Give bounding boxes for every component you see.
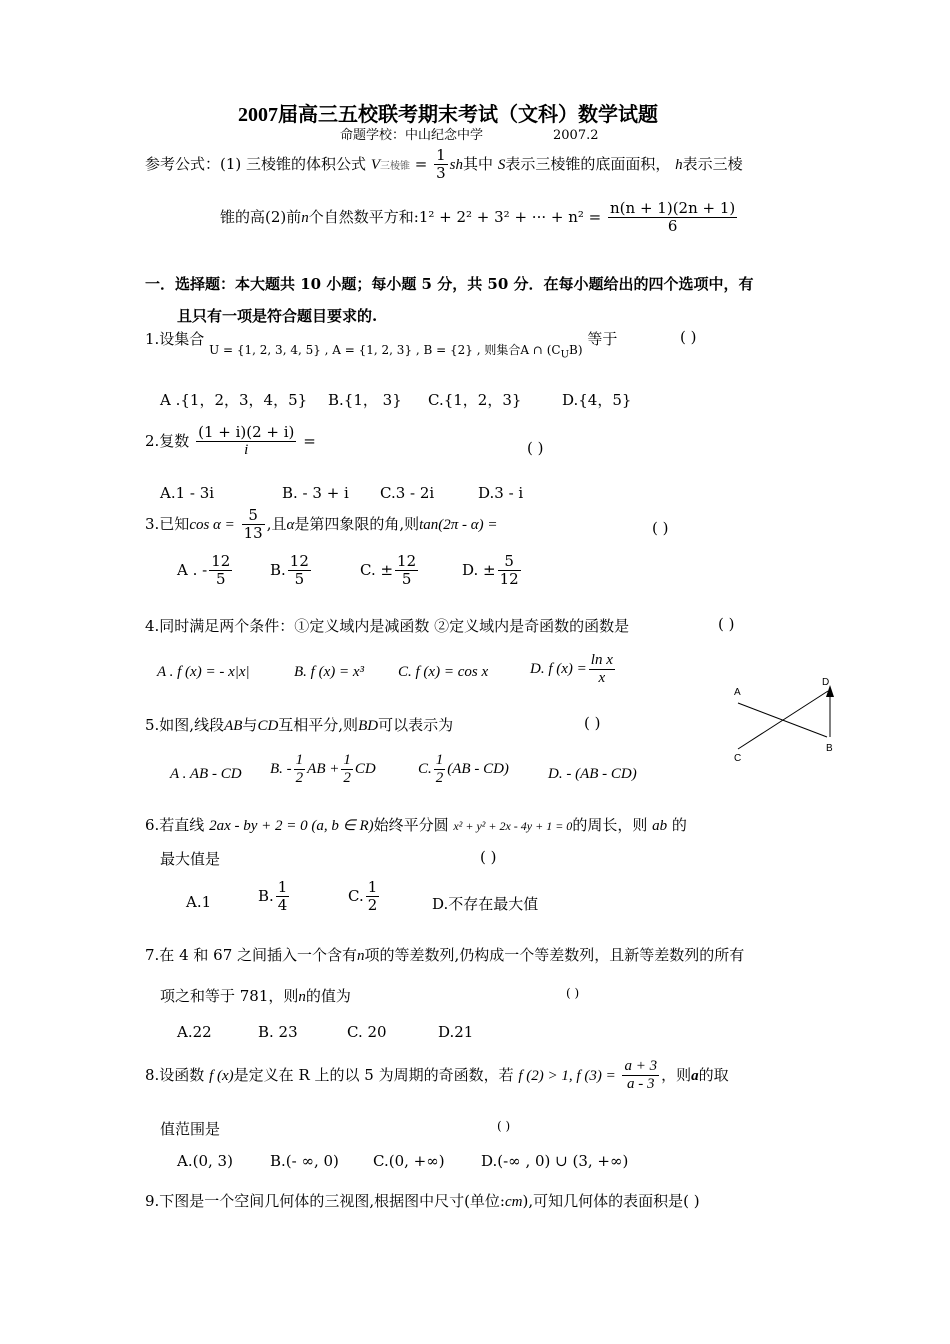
formula-line-1: 参考公式：(1) 三棱锥的体积公式 V三棱锥 = $\frac{1}{3}$ sh其中 S表示三棱锥的底面面积， h表示三棱 [145,146,743,183]
q1-set: U = {1, 2, 3, 4, 5} , A = {1, 2, 3} , B = {2} , 则集合A ∩ (CUB) [209,343,583,361]
q5-answer-paren: ( ) [584,714,601,732]
equals: = [414,154,428,173]
label-b: B [826,743,833,754]
q8-stem-line1: 8.设函数 f (x)是定义在 R 上的以 5 为周期的奇函数，若 f (2) > 1, f (3) = $\frac{a + 3}{a - 3}$ ，则a的取 [145,1058,729,1093]
q6-stem-line1: 6.若直线 2ax - by + 2 = 0 (a, b ∈ R)始终平分圆 x² + y² + 2x - 4y + 1 = 0的周长，则 ab 的 [145,816,687,834]
q4-stem: 4.同时满足两个条件：①定义域内是减函数 ②定义域内是奇函数的函数是 [145,617,630,635]
q7-option-d: D.21 [438,1023,474,1041]
segment-cd [738,691,828,749]
q7-stem-line2: 项之和等于 781，则n的值为 [160,987,351,1005]
q2-option-c: C.3 - 2i [380,484,435,502]
q4-option-a: A . f (x) = - x|x| [157,664,250,680]
q6-option-d: D.不存在最大值 [432,895,539,913]
q7-answer-paren: ( ) [566,986,580,1000]
q3-option-a: A . - $\frac{12}{5}$ [177,552,231,589]
q9-stem: 9.下图是一个空间几何体的三视图,根据图中尺寸(单位:cm),可知几何体的表面积是( ) [145,1192,700,1210]
q7-option-a: A.22 [177,1023,212,1041]
school-line [340,124,599,143]
sh: sh [449,156,464,173]
school-name: 命题学校：中山纪念中学 [340,128,484,143]
q2-answer-paren: ( ) [527,439,544,457]
q8-option-a: A.(0, 3) [177,1152,233,1170]
q5-option-b: B. - $\frac{1}{2}$ AB + $\frac{1}{2}$ CD [270,752,376,787]
sum-of-squares: 1² + 2² + 3² + ··· + n² [418,207,584,226]
q1-option-b: B.{1， 3} [328,391,402,409]
q2-option-b: B. - 3 + i [282,484,349,502]
page-title: 2007届高三五校联考期末考试（文科）数学试题 [238,104,658,126]
q3-option-d: D. ± $\frac{5}{12}$ [462,552,519,589]
q1-answer-paren: ( ) [680,328,697,346]
q4-option-c: C. f (x) = cos x [398,664,489,680]
one-third: $\frac{1}{3}$ [436,146,446,183]
q3-option-b: B. $\frac{12}{5}$ [270,552,309,589]
section-heading-line2: 且只有一项是符合题目要求的. [177,307,378,325]
q2-stem: 2.复数 $\frac{(1 + i)(2 + i)}{i}$ = [145,423,316,459]
q7-stem-line1: 7.在 4 和 67 之间插入一个含有n项的等差数列,仍构成一个等差数列，且新等差数列的所有 [145,946,745,964]
formula-prefix: 参考公式：(1) 三棱锥的体积公式 [145,154,367,173]
q8-option-c: C.(0, +∞) [373,1152,445,1170]
q5-option-d: D. - (AB - CD) [548,766,637,782]
label-a: A [734,687,741,698]
q2-option-d: D.3 - i [478,484,524,502]
label-c: C [734,753,742,764]
q5-option-a: A . AB - CD [170,766,242,782]
q1-option-d: D.{4，5} [562,391,632,409]
q6-option-b: B. $\frac{1}{4}$ [258,878,288,915]
volume-symbol: V [370,156,380,173]
sum-fraction: $\frac{n(n + 1)(2n + 1)}{6}$ [610,199,736,236]
q6-stem-line2: 最大值是 [160,850,221,868]
q6-option-a: A.1 [186,893,212,911]
q1-option-a: A .{1，2，3，4，5} [160,391,308,409]
q6-answer-paren: ( ) [480,848,497,866]
q2-option-a: A.1 - 3i [160,484,215,502]
q8-stem-line2: 值范围是 [160,1120,221,1138]
q7-option-c: C. 20 [347,1023,387,1041]
q3-answer-paren: ( ) [652,519,669,537]
label-d: D [822,677,830,688]
q3-stem: 3.已知cos α = $\frac{5}{13}$ ,且α是第四象限的角,则tan(2π - α) = [145,506,498,543]
exam-date: 2007.2 [553,128,599,143]
q6-option-c: C. $\frac{1}{2}$ [348,878,378,915]
q3-option-c: C. ± $\frac{12}{5}$ [360,552,417,589]
q4-option-b: B. f (x) = x³ [294,664,365,680]
q1-stem: 1.设集合 $_{U = \{1, 2, 3, 4, 5\} , A = \{1, 2, 3\} , B = \{2\} , 则集合A \cap (C_UB)}$ 等于 [145,330,618,361]
q1-option-c: C.{1，2，3} [428,391,522,409]
q4-option-d: D. f (x) = $\frac{\text{ln x}}{x}$ [530,652,613,687]
formula-line-2: 锥的高(2)前n个自然数平方和:1² + 2² + 3² + ··· + n² = $\frac{n(n + 1)(2n + 1)}{6}$ [220,199,736,236]
q5-stem: 5.如图,线段AB与CD互相平分,则BD可以表示为 [145,716,454,734]
q5-option-c: C. $\frac{1}{2}$ (AB - CD) [418,752,509,787]
q4-answer-paren: ( ) [718,615,735,633]
q5-figure [730,673,840,765]
q8-answer-paren: ( ) [497,1119,511,1133]
q8-option-d: D.(-∞ , 0) ∪ (3, +∞) [481,1152,629,1170]
q7-option-b: B. 23 [258,1023,298,1041]
volume-subscript: 三棱锥 [379,160,410,172]
q8-option-b: B.(- ∞, 0) [270,1152,339,1170]
section-heading-line1: 一．选择题：本大题共 10 小题；每小题 5 分，共 50 分．在每小题给出的四个选项中，有 [145,275,754,293]
